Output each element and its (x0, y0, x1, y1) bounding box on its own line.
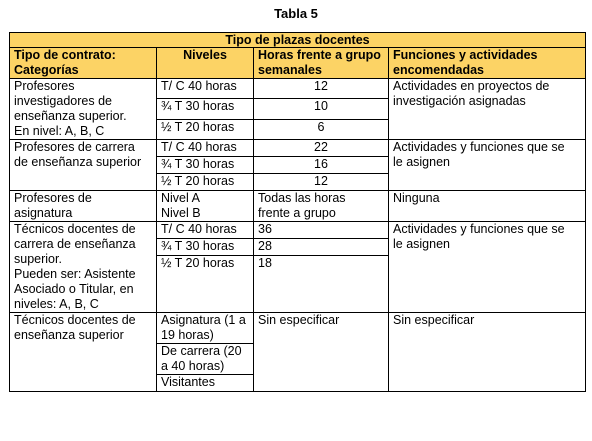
category-line: superior. (14, 252, 62, 266)
header-hours-line1: Horas frente a grupo (258, 48, 381, 62)
category-line: Profesores (14, 79, 75, 93)
category-line: Profesores de (14, 191, 92, 205)
hours-cell: 36 (254, 222, 389, 239)
category-cell (10, 313, 157, 392)
functions-cell: Sin especificar (389, 313, 586, 392)
functions-line: investigación asignadas (393, 94, 526, 108)
header-functions (389, 48, 586, 79)
category-line: Técnicos docentes de (14, 222, 136, 236)
level-line: 19 horas) (161, 328, 214, 342)
functions-line: Actividades y funciones que se (393, 222, 565, 236)
table-row (10, 222, 586, 239)
hours-cell: 16 (254, 157, 389, 174)
functions-line: le asignen (393, 155, 450, 169)
category-line: En nivel: A, B, C (14, 124, 105, 138)
header-hours (254, 48, 389, 79)
level-cell: ½ T 20 horas (157, 119, 254, 139)
header-hours-line2: semanales (258, 63, 322, 77)
functions-cell (389, 140, 586, 191)
level-cell: ¾ T 30 horas (157, 157, 254, 174)
level-line: De carrera (20 (161, 344, 242, 358)
table-row (10, 313, 586, 344)
hours-cell (254, 191, 389, 222)
hours-cell: 18 (254, 256, 389, 313)
level-cell: Visitantes (157, 375, 254, 392)
hours-cell: 22 (254, 140, 389, 157)
header-functions-line1: Funciones y actividades (393, 48, 538, 62)
table-title: Tipo de plazas docentes (10, 33, 586, 48)
functions-cell: Ninguna (389, 191, 586, 222)
level-cell: T/ C 40 horas (157, 79, 254, 99)
level-cell: ¾ T 30 horas (157, 99, 254, 119)
header-contract-line2: Categorías (14, 63, 79, 77)
table-caption: Tabla 5 (274, 6, 318, 21)
level-line: Nivel A (161, 191, 200, 205)
category-line: Profesores de carrera (14, 140, 135, 154)
level-cell: ½ T 20 horas (157, 256, 254, 313)
category-line: niveles: A, B, C (14, 297, 99, 311)
header-functions-line2: encomendadas (393, 63, 485, 77)
functions-line: Actividades en proyectos de (393, 79, 550, 93)
hours-cell: 28 (254, 239, 389, 256)
level-line: Nivel B (161, 206, 201, 220)
teaching-positions-table (9, 32, 586, 392)
category-line: investigadores de (14, 94, 112, 108)
level-cell: ¾ T 30 horas (157, 239, 254, 256)
hours-cell: Sin especificar (254, 313, 389, 392)
hours-cell: 10 (254, 99, 389, 119)
header-levels: Niveles (157, 48, 254, 79)
level-cell (157, 313, 254, 344)
level-cell: T/ C 40 horas (157, 222, 254, 239)
level-cell: T/ C 40 horas (157, 140, 254, 157)
category-line: de enseñanza superior (14, 155, 142, 169)
category-line: asignatura (14, 206, 73, 220)
category-cell (10, 222, 157, 313)
level-line: Asignatura (1 a (161, 313, 246, 327)
category-line: Técnicos docentes de (14, 313, 136, 327)
category-line: carrera de enseñanza (14, 237, 136, 251)
header-row (10, 48, 586, 79)
table-row (10, 79, 586, 99)
category-line: Asociado o Titular, en (14, 282, 134, 296)
table-title-row (10, 33, 586, 48)
table-row (10, 191, 586, 222)
level-line: a 40 horas) (161, 359, 225, 373)
hours-cell: 6 (254, 119, 389, 139)
functions-cell (389, 79, 586, 140)
functions-line: Actividades y funciones que se (393, 140, 565, 154)
category-cell (10, 191, 157, 222)
category-line: enseñanza superior (14, 328, 124, 342)
level-cell: ½ T 20 horas (157, 174, 254, 191)
header-contract (10, 48, 157, 79)
header-contract-line1: Tipo de contrato: (14, 48, 116, 62)
category-cell (10, 79, 157, 140)
hours-line: Todas las horas (258, 191, 346, 205)
hours-cell: 12 (254, 79, 389, 99)
category-line: enseñanza superior. (14, 109, 127, 123)
functions-line: le asignen (393, 237, 450, 251)
table-row (10, 140, 586, 157)
category-line: Pueden ser: Asistente (14, 267, 136, 281)
hours-cell: 12 (254, 174, 389, 191)
level-cell (157, 191, 254, 222)
functions-cell (389, 222, 586, 313)
hours-line: frente a grupo (258, 206, 336, 220)
level-cell (157, 344, 254, 375)
category-cell (10, 140, 157, 191)
